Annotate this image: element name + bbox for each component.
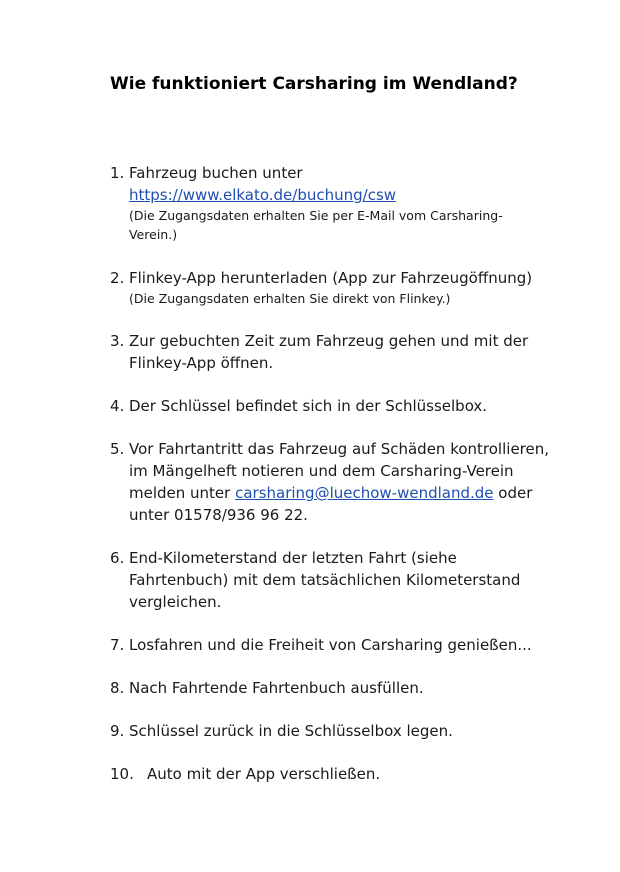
step-text: Losfahren und die Freiheit von Carsharing genießen... bbox=[129, 636, 532, 654]
step-text: Nach Fahrtende Fahrtenbuch ausfüllen. bbox=[129, 679, 424, 697]
step-7 bbox=[110, 634, 580, 656]
step-note-continued: Verein.) bbox=[129, 227, 178, 242]
step-number: 8. bbox=[110, 679, 125, 697]
booking-link[interactable]: https://www.elkato.de/buchung/csw bbox=[129, 186, 397, 204]
step-number: 1. bbox=[110, 164, 125, 182]
step-4 bbox=[110, 395, 580, 417]
step-number: 10. bbox=[110, 765, 134, 783]
step-note: (Die Zugangsdaten erhalten Sie direkt von Flinkey.) bbox=[129, 291, 451, 306]
step-text-line: Flinkey-App öffnen. bbox=[129, 354, 274, 372]
step-number: 3. bbox=[110, 332, 125, 350]
step-text-line bbox=[129, 482, 580, 504]
step-3 bbox=[110, 330, 580, 374]
step-2 bbox=[110, 267, 580, 308]
step-number: 2. bbox=[110, 269, 125, 287]
step-5 bbox=[110, 438, 580, 526]
step-text-line: Zur gebuchten Zeit zum Fahrzeug gehen und mit der bbox=[129, 332, 529, 350]
step-text-line: Fahrtenbuch) mit dem tatsächlichen Kilometerstand bbox=[129, 571, 521, 589]
step-text: Der Schlüssel befindet sich in der Schlüsselbox. bbox=[129, 397, 488, 415]
step-number: 6. bbox=[110, 549, 125, 567]
step-number: 9. bbox=[110, 722, 125, 740]
step-9 bbox=[110, 720, 580, 742]
step-text-line: Vor Fahrtantritt das Fahrzeug auf Schäden kontrollieren, bbox=[129, 440, 550, 458]
step-text-line: im Mängelheft notieren und dem Carsharing-Verein bbox=[129, 462, 514, 480]
step-number: 7. bbox=[110, 636, 125, 654]
steps-list bbox=[110, 162, 580, 806]
step-8 bbox=[110, 677, 580, 699]
step-text-line: vergleichen. bbox=[129, 593, 222, 611]
step-text-line: End-Kilometerstand der letzten Fahrt (siehe bbox=[129, 549, 457, 567]
phone-number-line: unter 01578/936 96 22. bbox=[129, 506, 308, 524]
step-6 bbox=[110, 547, 580, 613]
step-note: (Die Zugangsdaten erhalten Sie per E-Mail vom Carsharing- bbox=[129, 208, 503, 223]
page-title: Wie funktioniert Carsharing im Wendland? bbox=[110, 74, 518, 94]
step-number: 5. bbox=[110, 440, 125, 458]
step-text-fragment: melden unter bbox=[129, 484, 236, 502]
step-text-fragment: oder bbox=[493, 484, 533, 502]
step-text: Flinkey-App herunterladen (App zur Fahrzeugöffnung) bbox=[129, 269, 533, 287]
step-number: 4. bbox=[110, 397, 125, 415]
step-text: Auto mit der App verschließen. bbox=[147, 765, 381, 783]
step-text: Schlüssel zurück in die Schlüsselbox legen. bbox=[129, 722, 453, 740]
email-link[interactable]: carsharing@luechow-wendland.de bbox=[235, 484, 494, 502]
step-1 bbox=[110, 162, 580, 244]
step-10 bbox=[110, 763, 580, 785]
step-text: Fahrzeug buchen unter bbox=[129, 164, 303, 182]
